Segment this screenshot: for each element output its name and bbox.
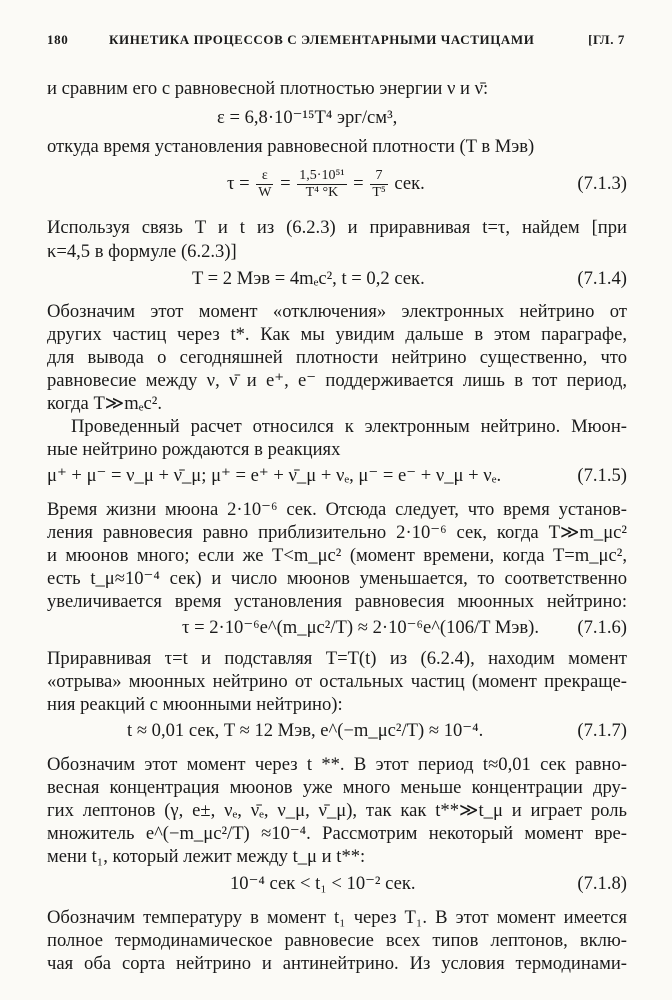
- equation-body: τ = $\frac{\varepsilon}{W}$ = $\frac{\text{1,5·10⁵¹}}{\text{T⁴ °K}}$ = $\frac{7}{\text{T⁵}}$ сек.: [227, 168, 425, 201]
- equation-7-1-7: [47, 711, 627, 751]
- text-line: ные нейтрино рождаются в реакциях: [47, 439, 341, 460]
- equation-7-1-8: [47, 864, 627, 904]
- text-line: равновесие между ν, ν̄ и e⁺, e⁻ поддерживается лишь в тот период,: [47, 370, 627, 391]
- equation-number: (7.1.3): [577, 173, 627, 194]
- text-line: чая оба сорта нейтрино и антинейтрино. Из условия термодинами-: [47, 953, 627, 974]
- equation-7-1-4: [47, 259, 627, 299]
- running-title: КИНЕТИКА ПРОЦЕССОВ С ЭЛЕМЕНТАРНЫМИ ЧАСТИЦАМИ: [109, 32, 535, 47]
- text-line: Используя связь T и t из (6.2.3) и приравнивая t=τ, найдем [при: [47, 217, 627, 238]
- text-line: ления равновесия равно приблизительно 2·10⁻⁶ сек, когда T≫m_μc²: [47, 522, 627, 543]
- text-line: увеличивается время установления равновесия мюонных нейтрино:: [47, 591, 627, 612]
- text-line: мени t₁, который лежит между t_μ и t**:: [47, 846, 366, 867]
- text-line: и сравним его с равновесной плотностью энергии ν и ν̄:: [47, 78, 489, 99]
- page-number: 180: [47, 32, 69, 47]
- text-line: ния реакций с мюонными нейтрино):: [47, 694, 343, 715]
- equation-7-1-3: [47, 164, 627, 204]
- equation-number: (7.1.8): [577, 873, 627, 894]
- equation-number: (7.1.6): [577, 617, 627, 638]
- text-line: Время жизни мюона 2·10⁻⁶ сек. Отсюда следует, что время установ-: [47, 499, 627, 520]
- text-line: откуда время установления равновесной плотности (T в Мэв): [47, 136, 535, 157]
- text-line: множитель e^(−m_μc²/T) ≈10⁻⁴. Рассмотрим некоторый момент вре-: [47, 823, 627, 844]
- text-line: и мюонов много; если же T<m_μc² (момент времени, когда T=m_μc²,: [47, 545, 627, 566]
- text-line: Обозначим температуру в момент t₁ через T₁. В этот момент имеется: [47, 907, 627, 928]
- equation-body: μ⁺ + μ⁻ = ν_μ + ν̄_μ; μ⁺ = e⁺ + ν̄_μ + νₑ, μ⁻ = e⁻ + ν_μ + νₑ.: [47, 465, 502, 486]
- equation-number: (7.1.4): [577, 268, 627, 289]
- equation-number: (7.1.7): [577, 720, 627, 741]
- text-line: κ=4,5 в формуле (6.2.3)]: [47, 241, 237, 262]
- equation-body: T = 2 Мэв = 4mₑc², t = 0,2 сек.: [192, 268, 425, 289]
- text-line: Приравнивая τ=t и подставляя T=T(t) из (6.2.4), находим момент: [47, 648, 627, 669]
- text-line: Проведенный расчет относился к электронным нейтрино. Мюон-: [71, 416, 627, 437]
- text-line: других частиц через t*. Как мы увидим дальше в этом параграфе,: [47, 324, 627, 345]
- equation-7-1-5: [47, 456, 627, 496]
- text-line: «отрыва» мюонных нейтрино от остальных частиц (момент прекраще-: [47, 671, 627, 692]
- text-line: весная концентрация мюонов уже много меньше концентрации дру-: [47, 777, 627, 798]
- fraction: $\frac{\text{1,5·10⁵¹}}{\text{T⁴ °K}}$: [299, 168, 345, 201]
- text-line: Обозначим этот момент через t **. В этот период t≈0,01 сек равно-: [47, 754, 627, 775]
- text-line: когда T≫mₑc².: [47, 393, 162, 414]
- text-line: гих лептонов (γ, e±, νₑ, ν̄ₑ, ν_μ, ν̄_μ), так как t**≫t_μ и играет роль: [47, 800, 627, 821]
- equation-number: (7.1.5): [577, 465, 627, 486]
- text-line: Обозначим этот момент «отключения» электронных нейтрино от: [47, 301, 627, 322]
- text-line: есть t_μ≈10⁻⁴ сек) и число мюонов уменьшается, то соответственно: [47, 568, 627, 589]
- text-line: для вывода о сегодняшней плотности нейтрино существенно, что: [47, 347, 627, 368]
- chapter-label: [ГЛ. 7: [588, 32, 625, 47]
- equation-7-1-6: [47, 608, 627, 648]
- running-header: [47, 32, 625, 52]
- equation-body: t ≈ 0,01 сек, T ≈ 12 Мэв, e^(−m_μc²/T) ≈ 10⁻⁴.: [127, 720, 484, 741]
- equation-body: 10⁻⁴ сек < t₁ < 10⁻² сек.: [230, 873, 416, 894]
- equation-body: τ = 2·10⁻⁶e^(m_μc²/T) ≈ 2·10⁻⁶e^(106/T Мэв).: [182, 617, 539, 638]
- fraction: $\frac{\varepsilon}{W}$: [258, 168, 272, 201]
- fraction: $\frac{7}{\text{T⁵}}$: [372, 168, 386, 201]
- equation-body: ε = 6,8·10⁻¹⁵T⁴ эрг/см³,: [217, 107, 398, 128]
- equation-energy-density: [47, 98, 627, 138]
- text-line: полное термодинамическое равновесие всех типов лептонов, вклю-: [47, 930, 627, 951]
